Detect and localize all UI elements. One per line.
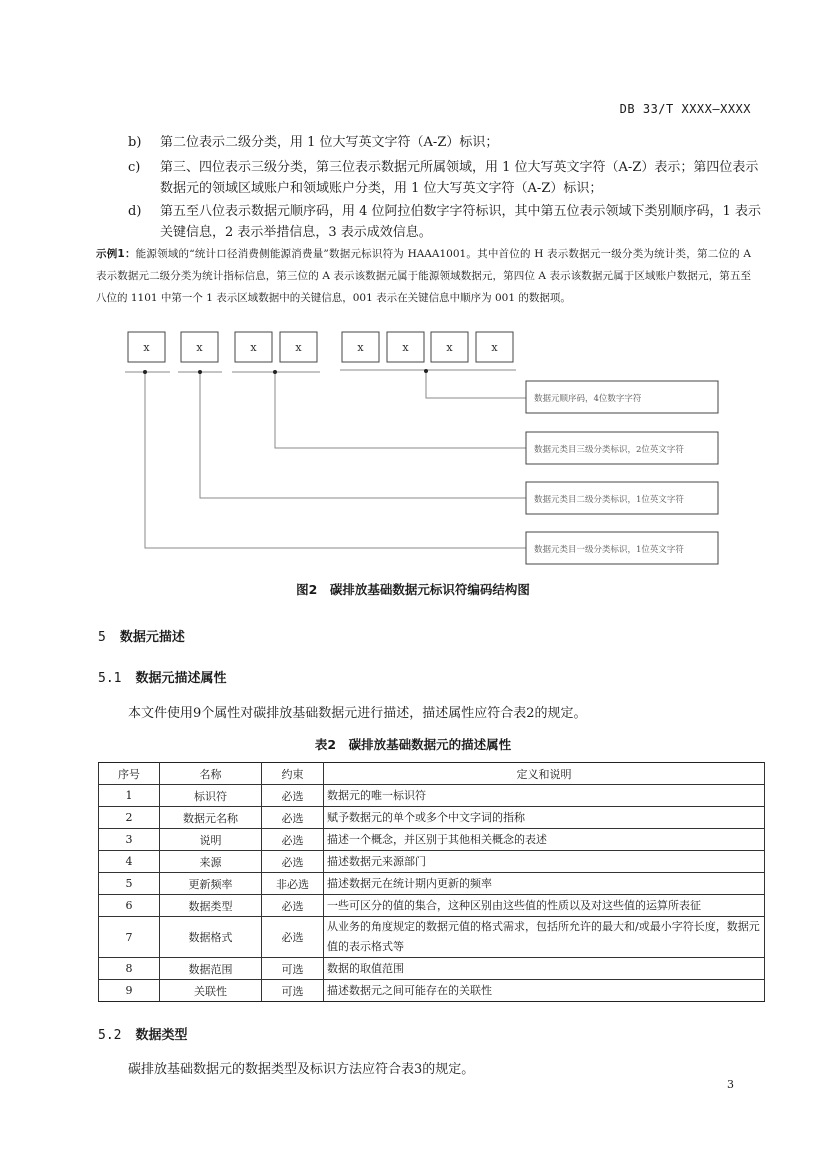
list-item-c (128, 157, 768, 199)
example-text: 能源领域的“统计口径消费侧能源消费量”数据元标识符为 HAAA1001。其中首位的 H 表示数据元一级分类为统计类，第二位的 A 表示数据元二级分类为统计指标信息，第三位的 A 表示该数据元属于能源领域数据元，第四位 A 表示该数据元属于区域账户数据元，第五至八位的 1101 中第一个 1 表示区域数据中的关键信息，001 表示在关键信息中顺序为 001 的数据项。 (96, 248, 751, 304)
table-row (99, 829, 765, 851)
cell: 必选 (262, 807, 324, 829)
section-title: 数据元描述 (119, 630, 185, 645)
box-char: x (196, 341, 203, 354)
list-text: 第二位表示二级分类，用 1 位大写英文字符（A-Z）标识； (160, 135, 499, 150)
cell: 6 (99, 895, 160, 917)
page-number: 3 (727, 1078, 734, 1091)
cell: 数据元名称 (160, 807, 262, 829)
cell: 可选 (262, 958, 324, 980)
label-level3: 数据元类目三级分类标识，2位英文字符 (534, 445, 684, 455)
cell: 1 (99, 785, 160, 807)
cell: 数据格式 (160, 917, 262, 958)
label-level2: 数据元类目二级分类标识，1位英文字符 (534, 495, 684, 505)
table-row (99, 785, 765, 807)
table-row (99, 980, 765, 1002)
cell: 必选 (262, 917, 324, 958)
identifier-structure-diagram (90, 322, 730, 572)
table-row (99, 873, 765, 895)
list-text: 第五至八位表示数据元顺序码，用 4 位阿拉伯数字字符标识，其中第五位表示领域下类别顺序码，1 表示关键信息，2 表示举措信息，3 表示成效信息。 (160, 204, 761, 240)
subsection-title: 数据元描述属性 (135, 671, 227, 686)
box-char: x (357, 341, 364, 354)
table-header-row (99, 763, 765, 785)
example-label: 示例1： (96, 248, 136, 260)
attribute-table (98, 762, 765, 1002)
cell: 标识符 (160, 785, 262, 807)
label-level1: 数据元类目一级分类标识，1位英文字符 (534, 545, 684, 555)
cell: 数据范围 (160, 958, 262, 980)
subsection-number: 5.2 (98, 1028, 122, 1043)
figure-caption: 图2 碳排放基础数据元标识符编码结构图 (296, 582, 530, 597)
cell: 9 (99, 980, 160, 1002)
section-heading (98, 626, 185, 645)
cell: 8 (99, 958, 160, 980)
cell: 来源 (160, 851, 262, 873)
cell: 从业务的角度规定的数据元值的格式需求，包括所允许的最大和/或最小字符长度，数据元值的表示格式等 (324, 917, 765, 958)
document-code: DB 33/T XXXX—XXXX (619, 102, 751, 116)
box-char: x (402, 341, 409, 354)
subsection-title: 数据类型 (135, 1028, 188, 1043)
list-item-d (128, 201, 768, 243)
cell: 更新频率 (160, 873, 262, 895)
table-row (99, 958, 765, 980)
cell: 数据类型 (160, 895, 262, 917)
cell: 必选 (262, 829, 324, 851)
example-paragraph (96, 243, 751, 309)
cell: 描述一个概念，并区别于其他相关概念的表述 (324, 829, 765, 851)
cell: 3 (99, 829, 160, 851)
cell: 必选 (262, 895, 324, 917)
subsection-heading (98, 667, 227, 686)
list-marker: d) (128, 204, 142, 219)
cell: 数据元的唯一标识符 (324, 785, 765, 807)
cell: 4 (99, 851, 160, 873)
cell: 赋予数据元的单个或多个中文字词的指称 (324, 807, 765, 829)
cell: 必选 (262, 785, 324, 807)
box-char: x (491, 341, 498, 354)
cell: 5 (99, 873, 160, 895)
box-char: x (250, 341, 257, 354)
list-marker: c) (128, 160, 141, 175)
box-char: x (143, 341, 150, 354)
cell: 描述数据元之间可能存在的关联性 (324, 980, 765, 1002)
table-title: 表2 碳排放基础数据元的描述属性 (314, 737, 512, 752)
table-row (99, 807, 765, 829)
table-row (99, 851, 765, 873)
cell: 数据的取值范围 (324, 958, 765, 980)
cell: 必选 (262, 851, 324, 873)
section-number: 5 (98, 630, 106, 645)
label-sequence-code: 数据元顺序码，4位数字字符 (534, 394, 642, 404)
cell: 说明 (160, 829, 262, 851)
cell: 描述数据元来源部门 (324, 851, 765, 873)
header-cell: 名称 (160, 763, 262, 785)
cell: 一些可区分的值的集合，这种区别由这些值的性质以及对这些值的运算所表征 (324, 895, 765, 917)
header-cell: 序号 (99, 763, 160, 785)
cell: 可选 (262, 980, 324, 1002)
table-row (99, 895, 765, 917)
cell: 7 (99, 917, 160, 958)
list-marker: b) (128, 135, 142, 150)
table-row (99, 917, 765, 958)
header-cell: 定义和说明 (324, 763, 765, 785)
box-char: x (295, 341, 302, 354)
box-char: x (446, 341, 453, 354)
subsection-number: 5.1 (98, 671, 122, 686)
header-cell: 约束 (262, 763, 324, 785)
cell: 非必选 (262, 873, 324, 895)
cell: 2 (99, 807, 160, 829)
cell: 描述数据元在统计期内更新的频率 (324, 873, 765, 895)
paragraph: 本文件使用9个属性对碳排放基础数据元进行描述，描述属性应符合表2的规定。 (128, 706, 587, 721)
cell: 关联性 (160, 980, 262, 1002)
list-item-b (128, 132, 768, 153)
paragraph: 碳排放基础数据元的数据类型及标识方法应符合表3的规定。 (128, 1062, 475, 1077)
subsection-heading (98, 1024, 188, 1043)
list-text: 第三、四位表示三级分类，第三位表示数据元所属领域，用 1 位大写英文字符（A-Z）表示；第四位表示数据元的领域区域账户和领域账户分类，用 1 位大写英文字符（A-Z）标识； (160, 160, 759, 196)
